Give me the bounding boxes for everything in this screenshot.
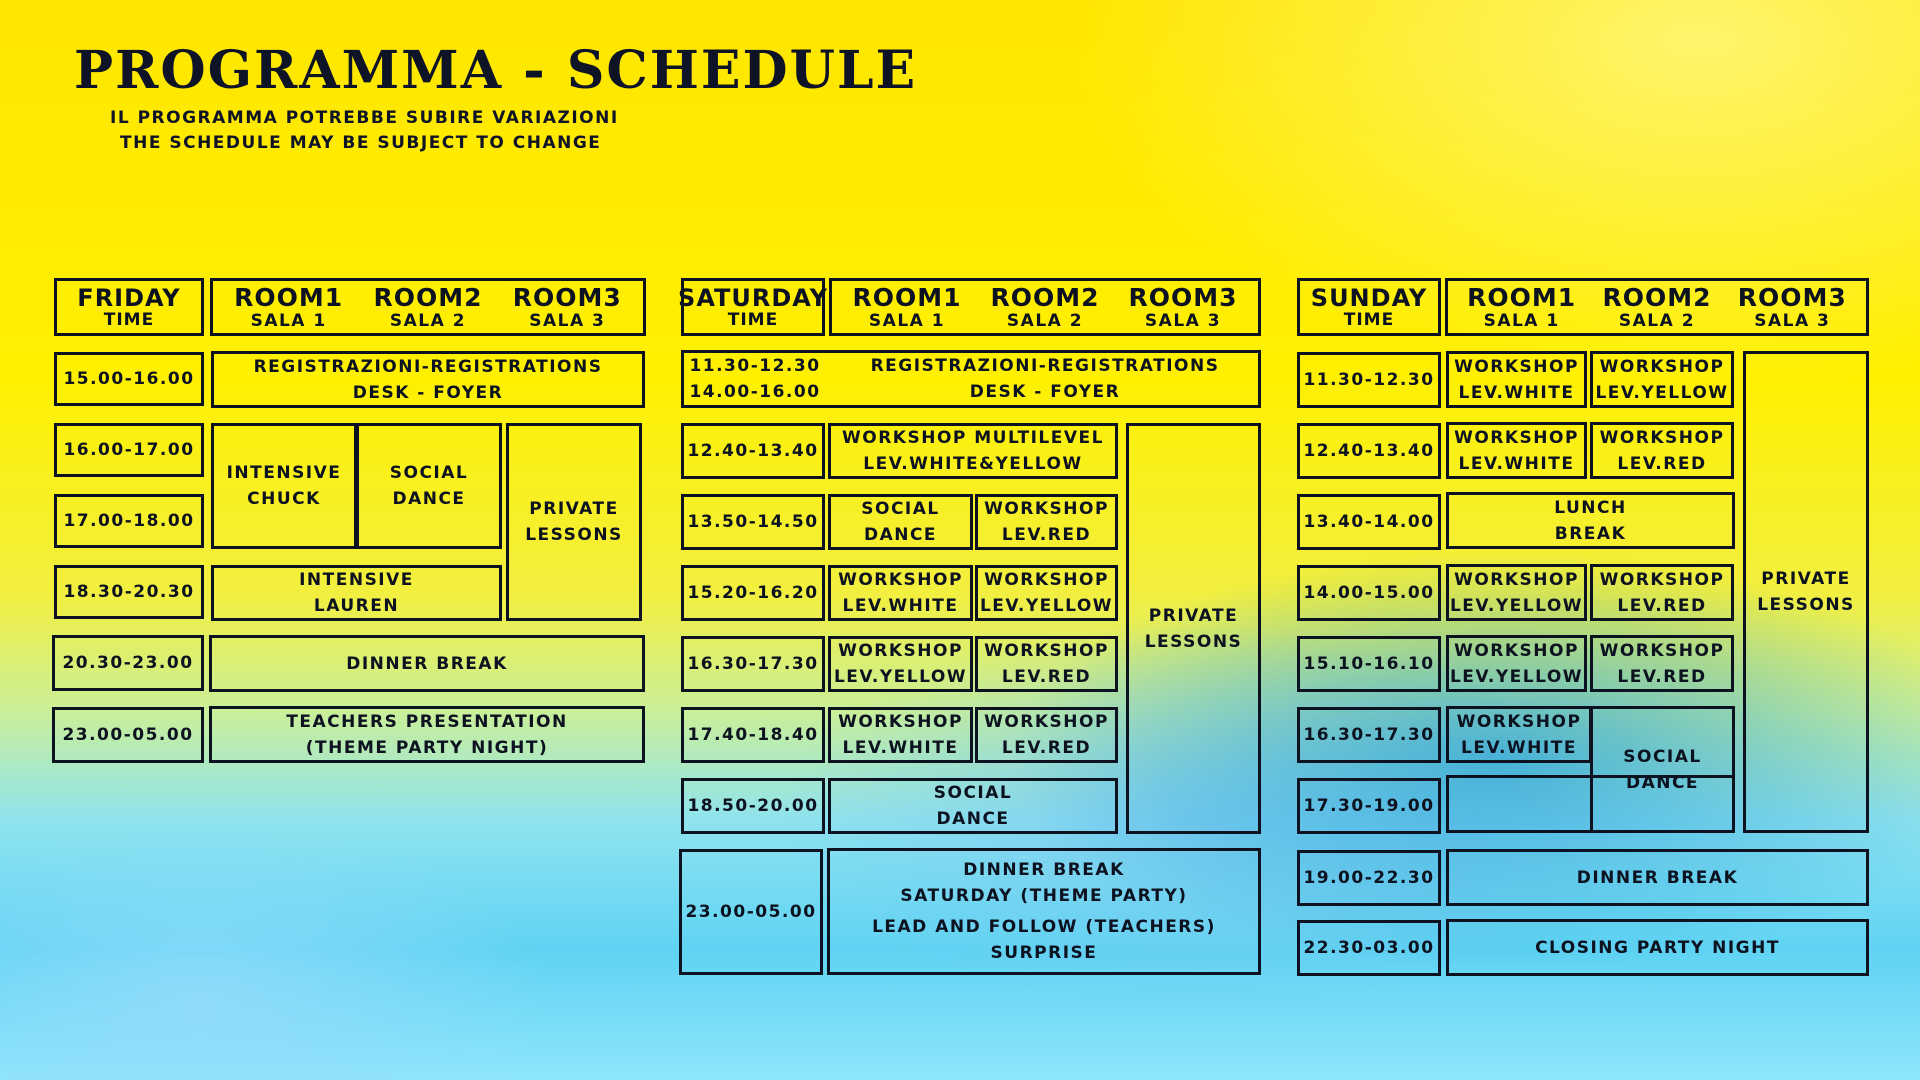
event-workshop-yellow: WORKSHOP LEV.YELLOW bbox=[1590, 351, 1734, 408]
event-private-lessons: PRIVATE LESSONS bbox=[506, 423, 642, 621]
sala2-label: SALA 2 bbox=[1006, 311, 1084, 331]
event-registration: REGISTRAZIONI-REGISTRATIONS DESK - FOYER bbox=[870, 356, 1220, 402]
time-slot: 16.00-17.00 bbox=[54, 423, 204, 477]
event-workshop-red: WORKSHOP LEV.RED bbox=[1590, 635, 1734, 692]
room3-label: ROOM3 bbox=[1737, 283, 1847, 312]
room2-header bbox=[373, 284, 482, 330]
event-workshop-white: WORKSHOP LEV.WHITE bbox=[1446, 351, 1587, 408]
event-dinner-break: DINNER BREAK bbox=[209, 635, 645, 692]
time-slot: 16.30-17.30 bbox=[681, 636, 825, 692]
event-dinner-break: DINNER BREAK bbox=[1446, 849, 1869, 906]
sala3-label: SALA 3 bbox=[1144, 311, 1222, 331]
event-workshop-yellow: WORKSHOP LEV.YELLOW bbox=[828, 636, 973, 692]
time-slot: 13.40-14.00 bbox=[1297, 494, 1441, 550]
event-dinner-break bbox=[827, 848, 1261, 975]
time-slot: 17.00-18.00 bbox=[54, 494, 204, 548]
time-slot: 11.30-12.30 bbox=[689, 356, 821, 376]
event-social-dance: SOCIAL DANCE bbox=[828, 494, 973, 550]
time-slot-registration bbox=[684, 352, 826, 406]
time-slot: 19.00-22.30 bbox=[1297, 850, 1441, 906]
sala3-label: SALA 3 bbox=[1754, 311, 1831, 331]
time-slot: 12.40-13.40 bbox=[681, 423, 825, 479]
event-workshop-red: WORKSHOP LEV.RED bbox=[1590, 564, 1734, 621]
time-slot: 17.40-18.40 bbox=[681, 707, 825, 763]
day-label: FRIDAY bbox=[77, 284, 181, 312]
time-slot: 15.10-16.10 bbox=[1297, 636, 1441, 692]
room2-label: ROOM2 bbox=[1602, 283, 1712, 312]
room1-label: ROOM1 bbox=[234, 283, 344, 312]
room2-label: ROOM2 bbox=[373, 283, 483, 312]
room1-header bbox=[1467, 284, 1576, 330]
event-workshop-multilevel: WORKSHOP MULTILEVEL LEV.WHITE&YELLOW bbox=[828, 423, 1118, 479]
day-label: SATURDAY bbox=[678, 284, 828, 312]
room2-header bbox=[1602, 284, 1711, 330]
dinner-break-text: DINNER BREAK SATURDAY (THEME PARTY) bbox=[900, 859, 1188, 906]
time-slot: 17.30-19.00 bbox=[1297, 778, 1441, 834]
sala2-label: SALA 2 bbox=[389, 311, 467, 331]
event-workshop-yellow: WORKSHOP LEV.YELLOW bbox=[975, 565, 1118, 621]
friday-header bbox=[54, 278, 204, 336]
event-lunch-break: LUNCH BREAK bbox=[1446, 492, 1735, 549]
sala1-label: SALA 1 bbox=[868, 311, 946, 331]
event-social-dance: SOCIAL DANCE bbox=[1590, 706, 1735, 833]
time-slot: 15.20-16.20 bbox=[681, 565, 825, 621]
event-workshop-white: WORKSHOP LEV.WHITE bbox=[1446, 706, 1592, 763]
room1-label: ROOM1 bbox=[852, 283, 962, 312]
day-label: SUNDAY bbox=[1310, 284, 1428, 312]
time-slot: 20.30-23.00 bbox=[52, 635, 204, 691]
time-slot: 11.30-12.30 bbox=[1297, 352, 1441, 408]
saturday-rooms-header bbox=[829, 278, 1261, 336]
event-workshop-red: WORKSHOP LEV.RED bbox=[975, 494, 1118, 550]
room1-header bbox=[852, 284, 961, 330]
room2-label: ROOM2 bbox=[990, 283, 1100, 312]
event-private-lessons: PRIVATE LESSONS bbox=[1743, 351, 1869, 833]
sunday-rooms-header bbox=[1445, 278, 1869, 336]
lead-and-follow-text: LEAD AND FOLLOW (TEACHERS) SURPRISE bbox=[872, 917, 1216, 964]
event-workshop-white: WORKSHOP LEV.WHITE bbox=[828, 707, 973, 763]
time-label: TIME bbox=[727, 310, 779, 330]
room3-label: ROOM3 bbox=[1128, 283, 1238, 312]
time-slot: 13.50-14.50 bbox=[681, 494, 825, 550]
room3-label: ROOM3 bbox=[512, 283, 622, 312]
subtitle-italian: IL PROGRAMMA POTREBBE SUBIRE VARIAZIONI bbox=[110, 108, 619, 128]
event-intensive-chuck: INTENSIVE CHUCK bbox=[211, 423, 357, 549]
subtitle-english: THE SCHEDULE MAY BE SUBJECT TO CHANGE bbox=[120, 133, 602, 153]
saturday-header bbox=[678, 278, 828, 336]
event-workshop-yellow: WORKSHOP LEV.YELLOW bbox=[1446, 635, 1587, 692]
event-workshop-red: WORKSHOP LEV.RED bbox=[1590, 422, 1734, 479]
room3-header bbox=[513, 284, 622, 330]
sunday-header bbox=[1297, 278, 1441, 336]
sala1-label: SALA 1 bbox=[1483, 311, 1560, 331]
time-slot: 14.00-16.00 bbox=[689, 382, 821, 402]
room3-header bbox=[1738, 284, 1847, 330]
room2-header bbox=[990, 284, 1099, 330]
event-private-lessons: PRIVATE LESSONS bbox=[1126, 423, 1261, 834]
event-teachers-presentation: TEACHERS PRESENTATION (THEME PARTY NIGHT) bbox=[209, 706, 645, 763]
time-slot: 22.30-03.00 bbox=[1297, 920, 1441, 976]
sala2-label: SALA 2 bbox=[1618, 311, 1696, 331]
time-slot: 14.00-15.00 bbox=[1297, 565, 1441, 621]
event-social-dance: SOCIAL DANCE bbox=[356, 423, 502, 549]
sala3-label: SALA 3 bbox=[529, 311, 606, 331]
sala1-label: SALA 1 bbox=[250, 311, 327, 331]
page-title: PROGRAMMA - SCHEDULE bbox=[74, 40, 918, 101]
time-slot: 18.30-20.30 bbox=[54, 565, 204, 619]
time-slot: 16.30-17.30 bbox=[1297, 707, 1441, 763]
room1-header bbox=[234, 284, 343, 330]
event-intensive-lauren: INTENSIVE LAUREN bbox=[211, 565, 502, 621]
friday-rooms-header bbox=[210, 278, 646, 336]
time-slot: 15.00-16.00 bbox=[54, 352, 204, 406]
event-workshop-red: WORKSHOP LEV.RED bbox=[975, 636, 1118, 692]
room3-header bbox=[1128, 284, 1237, 330]
event-workshop-yellow: WORKSHOP LEV.YELLOW bbox=[1446, 564, 1587, 621]
time-slot: 23.00-05.00 bbox=[52, 707, 204, 763]
event-social-dance: SOCIAL DANCE bbox=[828, 778, 1118, 834]
event-workshop-white: WORKSHOP LEV.WHITE bbox=[1446, 422, 1587, 479]
time-label: TIME bbox=[1343, 310, 1395, 330]
event-registration: REGISTRAZIONI-REGISTRATIONS DESK - FOYER bbox=[211, 351, 645, 408]
time-slot: 23.00-05.00 bbox=[679, 849, 823, 975]
time-slot: 12.40-13.40 bbox=[1297, 423, 1441, 479]
time-slot: 18.50-20.00 bbox=[681, 778, 825, 834]
event-closing-party: CLOSING PARTY NIGHT bbox=[1446, 919, 1869, 976]
time-label: TIME bbox=[103, 310, 155, 330]
event-workshop-white: WORKSHOP LEV.WHITE bbox=[828, 565, 973, 621]
event-workshop-red: WORKSHOP LEV.RED bbox=[975, 707, 1118, 763]
room1-label: ROOM1 bbox=[1467, 283, 1577, 312]
